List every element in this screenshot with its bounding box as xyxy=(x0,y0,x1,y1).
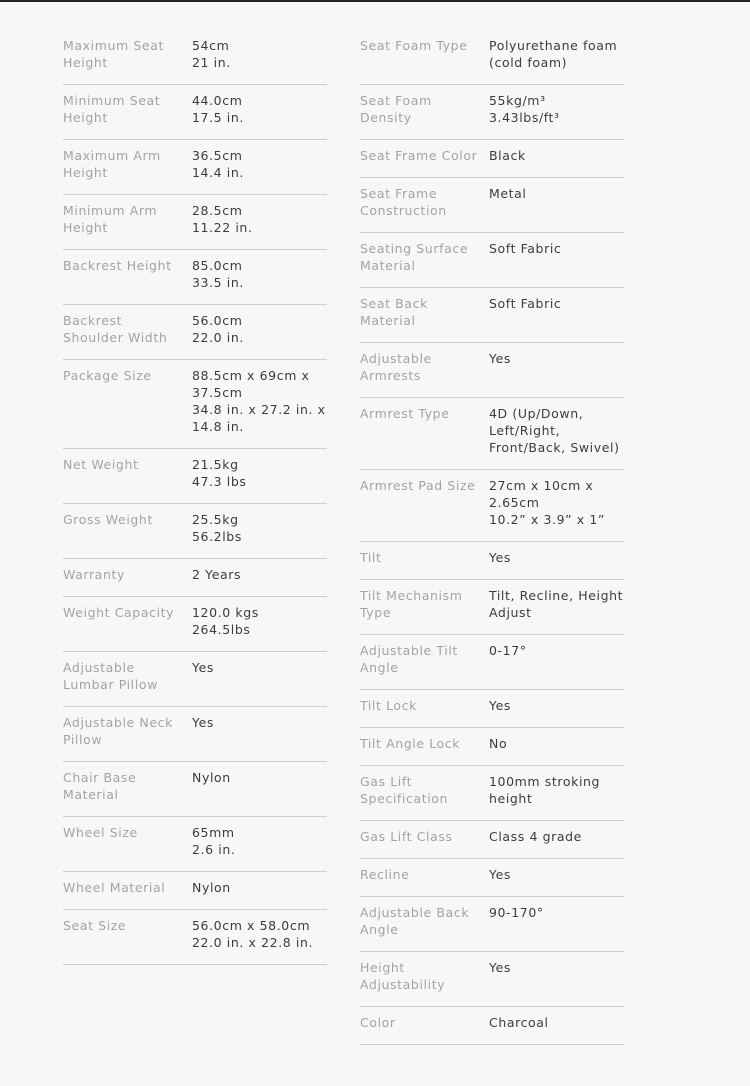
spec-row-tilt-lock xyxy=(360,690,624,728)
spec-row-seat-foam-density xyxy=(360,85,624,140)
spec-value: 36.5cm 14.4 in. xyxy=(192,148,244,180)
spec-value: Soft Fabric xyxy=(489,296,562,311)
spec-label: Weight Capacity xyxy=(63,605,175,620)
spec-label: Adjustable Tilt Angle xyxy=(360,643,458,675)
spec-label: Backrest Height xyxy=(63,258,172,273)
spec-label: Tilt xyxy=(360,550,382,565)
spec-value: 100mm stroking height xyxy=(489,774,601,806)
spec-row-gas-lift-class xyxy=(360,821,624,859)
spec-label: Seating Surface Material xyxy=(360,241,469,273)
spec-label: Wheel Material xyxy=(63,880,166,895)
spec-label: Chair Base Material xyxy=(63,770,137,802)
specs-column-left xyxy=(63,30,327,965)
spec-row-color xyxy=(360,1007,624,1045)
spec-label: Maximum Arm Height xyxy=(63,148,161,180)
spec-row-weight-capacity xyxy=(63,597,327,652)
spec-row-gas-lift-specification xyxy=(360,766,624,821)
spec-label: Wheel Size xyxy=(63,825,138,840)
spec-label: Adjustable Back Angle xyxy=(360,905,470,937)
spec-value: 44.0cm 17.5 in. xyxy=(192,93,244,125)
spec-row-backrest-shoulder-width xyxy=(63,305,327,360)
spec-row-seat-back-material xyxy=(360,288,624,343)
spec-label: Tilt Lock xyxy=(360,698,417,713)
spec-value: No xyxy=(489,736,508,751)
spec-value: Charcoal xyxy=(489,1015,549,1030)
spec-value: 65mm 2.6 in. xyxy=(192,825,236,857)
spec-value: Yes xyxy=(192,715,214,730)
spec-label: Gas Lift Specification xyxy=(360,774,449,806)
spec-label: Warranty xyxy=(63,567,125,582)
spec-label: Adjustable Neck Pillow xyxy=(63,715,173,747)
spec-row-adjustable-neck-pillow xyxy=(63,707,327,762)
spec-value: 120.0 kgs 264.5lbs xyxy=(192,605,259,637)
spec-value: 54cm 21 in. xyxy=(192,38,231,70)
spec-value: 56.0cm 22.0 in. xyxy=(192,313,244,345)
spec-row-minimum-seat-height xyxy=(63,85,327,140)
spec-label: Tilt Mechanism Type xyxy=(360,588,463,620)
spec-row-height-adjustability xyxy=(360,952,624,1007)
spec-row-package-size xyxy=(63,360,327,449)
spec-value: Nylon xyxy=(192,770,231,785)
spec-label: Tilt Angle Lock xyxy=(360,736,461,751)
spec-value: 55kg/m³ 3.43lbs/ft³ xyxy=(489,93,560,125)
spec-label: Height Adjustability xyxy=(360,960,446,992)
spec-value: Nylon xyxy=(192,880,231,895)
spec-value: Polyurethane foam (cold foam) xyxy=(489,38,618,70)
spec-value: Yes xyxy=(192,660,214,675)
specs-column-right xyxy=(360,30,624,1045)
spec-row-seat-foam-type xyxy=(360,30,624,85)
spec-value: Tilt, Recline, Height Adjust xyxy=(489,588,624,620)
spec-row-minimum-arm-height xyxy=(63,195,327,250)
spec-value: Black xyxy=(489,148,526,163)
spec-row-armrest-type xyxy=(360,398,624,470)
spec-label: Seat Size xyxy=(63,918,127,933)
spec-label: Maximum Seat Height xyxy=(63,38,164,70)
top-divider xyxy=(0,0,750,2)
spec-row-adjustable-tilt-angle xyxy=(360,635,624,690)
spec-value: 28.5cm 11.22 in. xyxy=(192,203,253,235)
spec-label: Minimum Arm Height xyxy=(63,203,158,235)
spec-label: Adjustable Lumbar Pillow xyxy=(63,660,158,692)
spec-value: 88.5cm x 69cm x 37.5cm 34.8 in. x 27.2 in. x 14.8 in. xyxy=(192,368,326,434)
spec-label: Seat Frame Construction xyxy=(360,186,447,218)
spec-value: Yes xyxy=(489,698,511,713)
spec-label: Gross Weight xyxy=(63,512,153,527)
spec-value: 27cm x 10cm x 2.65cm 10.2” x 3.9” x 1” xyxy=(489,478,605,527)
spec-row-wheel-material xyxy=(63,872,327,910)
spec-label: Color xyxy=(360,1015,396,1030)
spec-value: 56.0cm x 58.0cm 22.0 in. x 22.8 in. xyxy=(192,918,314,950)
spec-row-adjustable-back-angle xyxy=(360,897,624,952)
spec-value: Yes xyxy=(489,351,511,366)
spec-value: 21.5kg 47.3 lbs xyxy=(192,457,247,489)
spec-value: Yes xyxy=(489,550,511,565)
spec-value: Yes xyxy=(489,867,511,882)
spec-label: Armrest Pad Size xyxy=(360,478,476,493)
spec-row-backrest-height xyxy=(63,250,327,305)
spec-row-tilt-angle-lock xyxy=(360,728,624,766)
spec-label: Seat Back Material xyxy=(360,296,428,328)
spec-label: Armrest Type xyxy=(360,406,450,421)
spec-row-seat-frame-construction xyxy=(360,178,624,233)
spec-row-recline xyxy=(360,859,624,897)
spec-label: Seat Frame Color xyxy=(360,148,478,163)
spec-value: 25.5kg 56.2lbs xyxy=(192,512,242,544)
spec-row-maximum-seat-height xyxy=(63,30,327,85)
spec-row-seat-frame-color xyxy=(360,140,624,178)
spec-label: Seat Foam Type xyxy=(360,38,468,53)
spec-row-seating-surface-material xyxy=(360,233,624,288)
spec-row-gross-weight xyxy=(63,504,327,559)
spec-value: 90-170° xyxy=(489,905,544,920)
spec-label: Minimum Seat Height xyxy=(63,93,161,125)
spec-label: Backrest Shoulder Width xyxy=(63,313,168,345)
spec-label: Net Weight xyxy=(63,457,139,472)
spec-label: Package Size xyxy=(63,368,152,383)
spec-value: Soft Fabric xyxy=(489,241,562,256)
spec-label: Seat Foam Density xyxy=(360,93,432,125)
spec-row-net-weight xyxy=(63,449,327,504)
spec-value: 85.0cm 33.5 in. xyxy=(192,258,244,290)
spec-row-tilt xyxy=(360,542,624,580)
spec-row-maximum-arm-height xyxy=(63,140,327,195)
spec-value: 4D (Up/Down, Left/Right, Front/Back, Swivel) xyxy=(489,406,620,455)
spec-label: Recline xyxy=(360,867,410,882)
spec-row-chair-base-material xyxy=(63,762,327,817)
spec-row-seat-size xyxy=(63,910,327,965)
spec-label: Adjustable Armrests xyxy=(360,351,432,383)
spec-label: Gas Lift Class xyxy=(360,829,453,844)
spec-row-adjustable-armrests xyxy=(360,343,624,398)
spec-value: Metal xyxy=(489,186,527,201)
spec-value: Yes xyxy=(489,960,511,975)
spec-row-warranty xyxy=(63,559,327,597)
spec-row-wheel-size xyxy=(63,817,327,872)
spec-value: 0-17° xyxy=(489,643,527,658)
spec-row-tilt-mechanism-type xyxy=(360,580,624,635)
spec-row-adjustable-lumbar-pillow xyxy=(63,652,327,707)
spec-value: 2 Years xyxy=(192,567,242,582)
spec-row-armrest-pad-size xyxy=(360,470,624,542)
spec-value: Class 4 grade xyxy=(489,829,582,844)
